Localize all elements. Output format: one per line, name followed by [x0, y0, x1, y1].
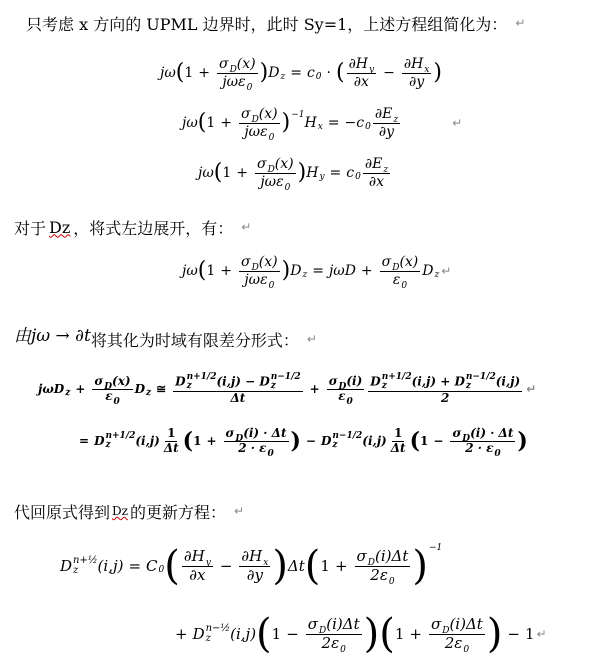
paragraph-mark-icon: ↵: [241, 220, 252, 234]
dz-variable: Dz: [49, 217, 71, 237]
equation-update: [0, 532, 595, 668]
equation-fd-form: [0, 362, 595, 468]
dz-expand-paragraph: [0, 212, 595, 242]
equation-hx: jω ( 1 + $\frac{\sigma_D(x)}{j\omega\varepsilon_0}$ ) −1 H x = −c 0 $\frac{\partial E_z}{\partial y}$ ↵: [182, 106, 463, 143]
fd-form-text: 将其化为时域有限差分形式：: [90, 330, 299, 350]
equation-hy: jω ( 1 + $\frac{\sigma_D(x)}{j\omega\varepsilon_0}$ ) H y = c 0 $\frac{\partial E_z}{\partial x}$: [198, 156, 389, 193]
paragraph-mark-icon: ↵: [536, 627, 547, 641]
dz-expand-text-b: ，将式左边展开，有：: [73, 218, 234, 238]
paragraph-mark-icon: ↵: [306, 332, 317, 346]
fd-math-text: 由jω → ∂t: [14, 325, 91, 346]
paragraph-mark-icon: ↵: [452, 116, 463, 130]
dz-expand-text-a: 对于: [14, 218, 47, 238]
intro-text: 只考虑 x 方向的 UPML 边界时，此时 Sy=1，上述方程组简化为：: [26, 14, 508, 34]
intro-paragraph: [0, 8, 595, 38]
update-text-a: 代回原式得到: [14, 502, 111, 522]
equation-fd-line-2: = D n+1/2 z (i,j) $\frac{1}{\Delta t}$ ( 1 + $\frac{\sigma_D(i) \cdot \Delta t}{2 \cdot \varepsilon_0}$ ) − D n−1/2 z (i,j) $\frac{1}{\Delta t}$ ( 1 − $\frac{\sigma_D(i) \cdot \Delta t}{2 \cdot \varepsilon_0}$ ): [79, 425, 528, 459]
update-equation-paragraph: [0, 496, 595, 526]
equation-dz: jω ( 1 + $\frac{\sigma_D(x)}{j\omega\varepsilon_0}$ ) D z = c 0 · ( $\frac{\partial H_y}{\partial x}$ − $\frac{\partial H_x}{\partial y}$ ): [160, 56, 442, 93]
equation-fd-line-1: jωD z + $\frac{\sigma_D(x)}{\varepsilon_0}$ D z ≅ D n+1/2 z (i,j) − D n−1/2 z Δt + $\frac{\sigma_D(i)}{\varepsilon_0}$ D n+1/2 z (i,j) + D n−1/2 z (i,j) 2 ↵: [38, 371, 537, 407]
equation-dz-expanded: jω ( 1 + $\frac{\sigma_D(x)}{j\omega\varepsilon_0}$ ) D z = jωD + $\frac{\sigma_D(x)}{\varepsilon_0}$ D z ↵: [182, 254, 452, 291]
equation-update-line-1: D n+½ z (i,j) = C 0 ( $\frac{\partial H_y}{\partial x}$ − $\frac{\partial H_x}{\partial y}$ ) Δt ( 1 + $\frac{\sigma_D(i)\Delta t}{2\varepsilon_0}$ ) −1: [60, 543, 443, 589]
fd-form-paragraph: [0, 318, 595, 348]
equation-block-upml-system: [0, 48, 595, 198]
paragraph-mark-icon: ↵: [515, 16, 526, 30]
update-dz-variable: Dz: [112, 504, 128, 518]
paragraph-mark-icon: ↵: [441, 264, 452, 278]
update-text-b: 的更新方程：: [129, 502, 226, 522]
paragraph-mark-icon: ↵: [233, 504, 245, 518]
equation-update-line-2: + D n−½ z (i,j) ( 1 − $\frac{\sigma_D(i)\Delta t}{2\varepsilon_0}$ ) ( 1 + $\frac{\sigma_D(i)\Delta t}{2\varepsilon_0}$ ) − 1 ↵: [175, 611, 547, 657]
paragraph-mark-icon: ↵: [526, 382, 537, 396]
